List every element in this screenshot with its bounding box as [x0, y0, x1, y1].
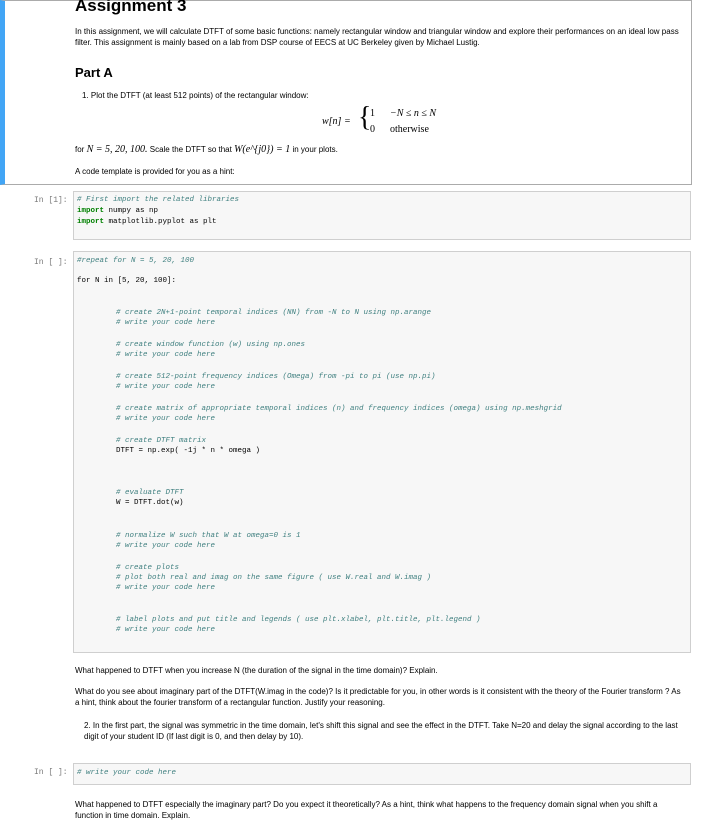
- code-line: import matplotlib.pyplot as plt: [77, 218, 217, 226]
- scale-instruction: [75, 144, 338, 155]
- code-line: # write your code here: [116, 415, 216, 423]
- code-line: # create matrix of appropriate temporal indices (n) and frequency indices (omega) using np.meshgrid: [116, 405, 562, 413]
- code-line: # normalize W such that W at omega=0 is 1: [116, 532, 301, 540]
- code-line: # First import the related libraries: [77, 196, 240, 204]
- n-values: N = 5, 20, 100.: [86, 144, 148, 155]
- scale-formula: W(e^{j0}) = 1: [234, 144, 291, 155]
- code-cell-3[interactable]: [73, 763, 691, 785]
- template-hint: A code template is provided for you as a hint:: [75, 167, 235, 176]
- question-3: What happened to DTFT especially the imaginary part? Do you expect it theoretically? As a hint, think what happens to the frequency domain signal when you shift a function in time domain. Explain.: [75, 800, 658, 820]
- code-line: # plot both real and imag on the same figure ( use W.real and W.imag ): [116, 574, 432, 582]
- case2-value: 0: [370, 124, 375, 135]
- code-line: # write your code here: [116, 542, 216, 550]
- code-cell-2[interactable]: [73, 251, 691, 653]
- case1-value: 1: [370, 108, 375, 119]
- case1-condition: −N ≤ n ≤ N: [390, 108, 437, 119]
- cell-prompt-3: In [ ]:: [34, 768, 68, 777]
- code-line: # write your code here: [116, 319, 216, 327]
- code-cell-1[interactable]: [73, 191, 691, 240]
- code-line: W = DTFT.dot(w): [116, 499, 184, 507]
- item-1-text: 1. Plot the DTFT (at least 512 points) of the rectangular window:: [82, 91, 309, 100]
- intro-paragraph: In this assignment, we will calculate DTFT of some basic functions: namely rectangular window and triangular window and explore their performances on an ideal low pass filter. This assignment is mainly based on a lab from DSP course of EECS at UC Berkeley given by Michael Lustig.: [75, 27, 679, 47]
- for-label: for: [75, 145, 85, 154]
- code-line: # write your code here: [116, 351, 216, 359]
- code-line: # evaluate DTFT: [116, 489, 184, 497]
- question-1: What happened to DTFT when you increase N (the duration of the signal in the time domain)? Explain.: [75, 666, 438, 675]
- page-title: Assignment 3: [75, 0, 187, 15]
- code-line: # create plots: [116, 564, 180, 572]
- case2-condition: otherwise: [390, 124, 429, 135]
- code-line: import numpy as np: [77, 207, 159, 215]
- scale-text: Scale the DTFT so that: [149, 145, 232, 154]
- section-title: Part A: [75, 65, 113, 80]
- code-line: #repeat for N = 5, 20, 100: [77, 257, 195, 265]
- code-line: # create DTFT matrix: [116, 437, 207, 445]
- code-line: DTFT = np.exp( -1j * n * omega ): [116, 447, 261, 455]
- cell-prompt-2: In [ ]:: [34, 258, 68, 267]
- formula-lhs: w[n] =: [322, 116, 351, 127]
- code-line: # write your code here: [77, 769, 177, 777]
- item-2-text: 2. In the first part, the signal was symmetric in the time domain, let's shift this signal and see the effect in the DTFT. Take N=20 and delay the signal according to the last digit of your student ID (If last digit is 0, and then delay by 10).: [84, 721, 678, 741]
- code-line: # create window function (w) using np.ones: [116, 341, 306, 349]
- cell-prompt-1: In [1]:: [34, 196, 68, 205]
- scale-suffix: in your plots.: [292, 145, 338, 154]
- code-line: # write your code here: [116, 383, 216, 391]
- code-line: # create 2N+1-point temporal indices (NN) from -N to N using np.arange: [116, 309, 432, 317]
- question-2: What do you see about imaginary part of the DTFT(W.imag in the code)? Is it predictable for you, in other words is it consistent with the theory of the Fourier transform ? As a hint, think about the fourier transform of a rectangular function. Justify your reasoning.: [75, 687, 681, 707]
- code-line: # create 512-point frequency indices (Omega) from -pi to pi (use np.pi): [116, 373, 436, 381]
- formula-brace: {: [358, 102, 372, 133]
- code-line: for N in [5, 20, 100]:: [77, 277, 177, 285]
- code-line: # write your code here: [116, 626, 216, 634]
- code-line: # label plots and put title and legends ( use plt.xlabel, plt.title, plt.legend ): [116, 616, 481, 624]
- code-line: # write your code here: [116, 584, 216, 592]
